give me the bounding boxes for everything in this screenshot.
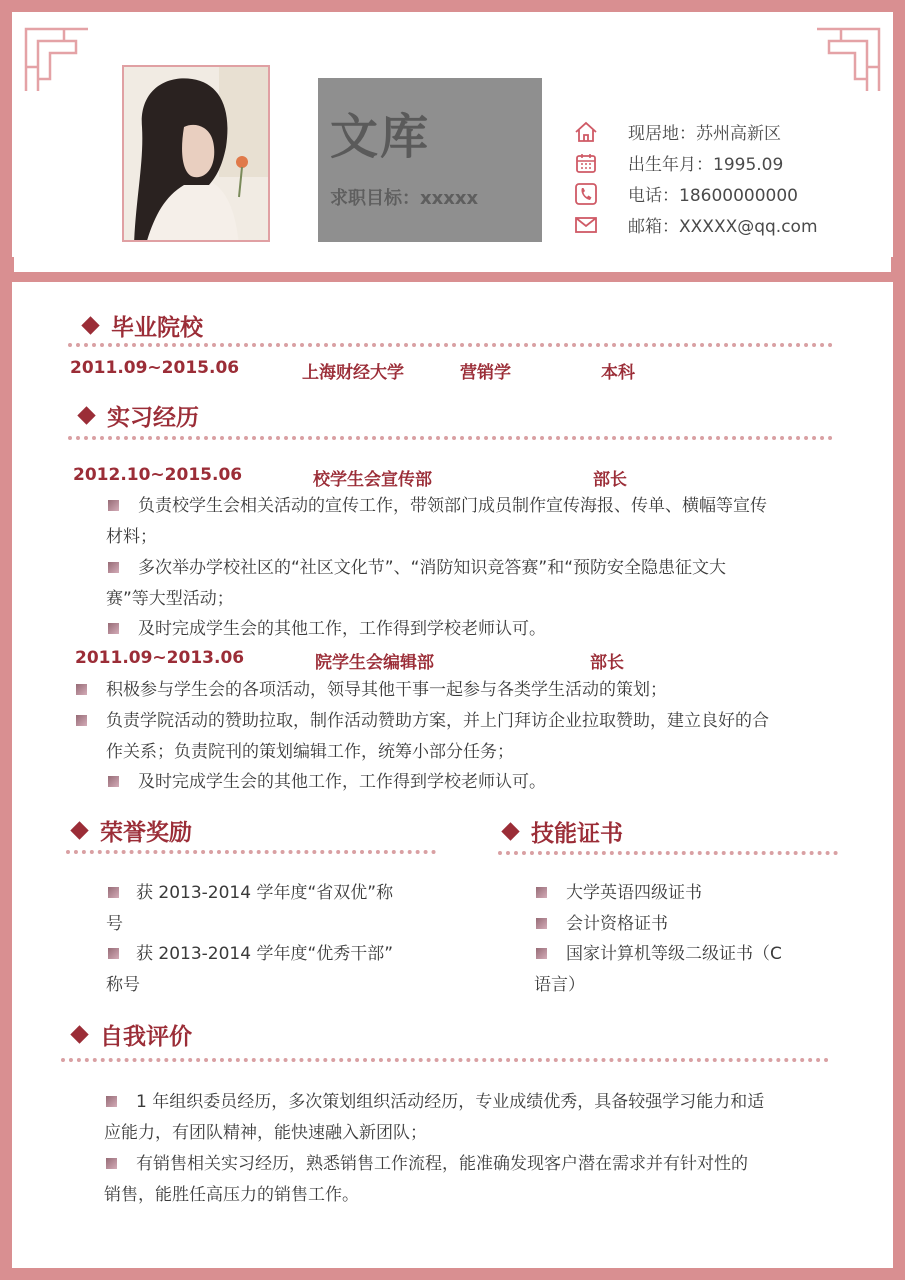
corner-ornament-icon <box>24 27 90 93</box>
bullet-icon <box>108 887 119 898</box>
resume-body <box>12 282 893 1268</box>
internship-role: 部长 <box>593 470 627 490</box>
internship-line: 多次举办学校社区的“社区文化节”、“消防知识竞答赛”和“预防安全隐患征文大 <box>138 558 727 578</box>
honors-line: 获 2013-2014 学年度“优秀干部” <box>136 944 394 964</box>
section-education-header <box>84 309 203 342</box>
section-divider <box>68 436 833 440</box>
section-skills-header <box>504 815 623 848</box>
bullet-icon <box>106 1096 117 1107</box>
name-block <box>318 78 542 242</box>
diamond-icon <box>77 406 95 424</box>
frame-tab-right <box>891 257 905 293</box>
section-divider <box>68 343 833 347</box>
header-card <box>12 12 893 272</box>
section-internship-header <box>80 399 199 432</box>
mail-icon <box>572 213 600 237</box>
skills-line: 国家计算机等级二级证书（C <box>566 944 782 964</box>
self-line: 销售，能胜任高压力的销售工作。 <box>104 1185 359 1205</box>
bullet-icon <box>536 948 547 959</box>
education-degree: 本科 <box>601 363 635 383</box>
bullet-icon <box>106 1158 117 1169</box>
self-line: 有销售相关实习经历，熟悉销售工作流程，能准确发现客户潜在需求并有针对性的 <box>136 1154 748 1174</box>
home-icon <box>572 120 600 144</box>
internship-line: 负责学院活动的赞助拉取，制作活动赞助方案，并上门拜访企业拉取赞助，建立良好的合 <box>106 711 769 731</box>
internship-org: 校学生会宣传部 <box>313 470 432 490</box>
section-title: 技能证书 <box>531 821 623 847</box>
bullet-icon <box>108 623 119 634</box>
diamond-icon <box>81 316 99 334</box>
section-divider <box>498 851 838 855</box>
internship-org: 院学生会编辑部 <box>315 653 434 673</box>
section-divider <box>66 850 436 854</box>
diamond-icon <box>501 822 519 840</box>
calendar-icon <box>572 151 600 175</box>
section-self-header <box>73 1018 192 1051</box>
contact-row-address <box>572 116 862 147</box>
internship-line: 负责校学生会相关活动的宣传工作，带领部门成员制作宣传海报、传单、横幅等宣传 <box>138 496 767 516</box>
skills-line: 会计资格证书 <box>566 914 668 934</box>
internship-period: 2012.10~2015.06 <box>73 465 243 485</box>
contact-row-phone <box>572 178 862 209</box>
bullet-icon <box>536 887 547 898</box>
self-line: 1 年组织委员经历，多次策划组织活动经历，专业成绩优秀，具备较强学习能力和适 <box>136 1092 765 1112</box>
internship-line: 材料； <box>106 527 157 547</box>
internship-line: 作关系；负责院刊的策划编辑工作，统筹小部分任务； <box>106 742 514 762</box>
internship-line: 积极参与学生会的各项活动，领导其他干事一起参与各类学生活动的策划； <box>106 680 667 700</box>
section-title: 毕业院校 <box>111 315 203 341</box>
diamond-icon <box>70 821 88 839</box>
skills-line: 语言） <box>534 975 585 995</box>
contact-info <box>572 116 862 240</box>
section-title: 自我评价 <box>100 1024 192 1050</box>
bullet-icon <box>108 948 119 959</box>
internship-line: 及时完成学生会的其他工作，工作得到学校老师认可。 <box>138 619 546 639</box>
applicant-name: 文库 <box>330 109 431 165</box>
profile-photo <box>122 65 270 242</box>
bullet-icon <box>108 500 119 511</box>
internship-period: 2011.09~2013.06 <box>75 648 245 668</box>
bullet-icon <box>108 562 119 573</box>
internship-line: 及时完成学生会的其他工作，工作得到学校老师认可。 <box>138 772 546 792</box>
bullet-icon <box>536 918 547 929</box>
section-title: 荣誉奖励 <box>100 820 192 846</box>
section-honors-header <box>73 814 192 847</box>
section-divider <box>61 1058 829 1062</box>
honors-line: 获 2013-2014 学年度“省双优”称 <box>136 883 394 903</box>
education-school: 上海财经大学 <box>302 363 404 383</box>
contact-address: 现居地：苏州高新区 <box>628 124 781 144</box>
contact-birth: 出生年月：1995.09 <box>628 155 784 175</box>
corner-ornament-icon <box>815 27 881 93</box>
phone-icon <box>572 182 600 206</box>
bullet-icon <box>76 684 87 695</box>
job-goal: 求职目标：xxxxx <box>330 188 479 209</box>
education-major: 营销学 <box>460 363 511 383</box>
bullet-icon <box>76 715 87 726</box>
education-period: 2011.09~2015.06 <box>70 358 240 378</box>
internship-role: 部长 <box>590 653 624 673</box>
bullet-icon <box>108 776 119 787</box>
self-line: 应能力，有团队精神，能快速融入新团队； <box>104 1123 427 1143</box>
contact-email: 邮箱：XXXXX@qq.com <box>628 217 818 237</box>
honors-line: 号 <box>106 914 123 934</box>
internship-line: 赛”等大型活动； <box>106 589 234 609</box>
diamond-icon <box>70 1025 88 1043</box>
contact-row-email <box>572 209 862 240</box>
section-title: 实习经历 <box>107 405 199 431</box>
contact-row-birth <box>572 147 862 178</box>
honors-line: 称号 <box>106 975 140 995</box>
skills-line: 大学英语四级证书 <box>566 883 702 903</box>
contact-phone: 电话：18600000000 <box>628 186 798 206</box>
